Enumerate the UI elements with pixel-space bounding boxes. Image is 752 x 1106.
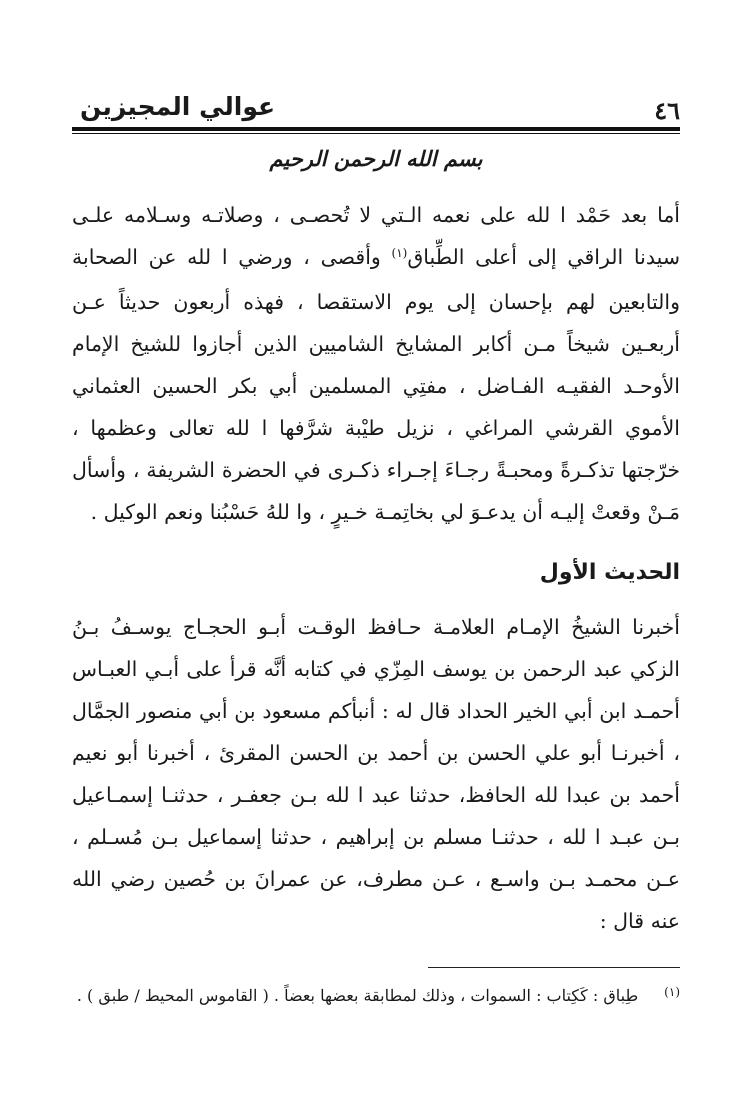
intro-text-after-note: وأقصى ، ورضي ا لله عن الصحابة والتابعين لهم بإحسان إلى يوم الاستقصا ، فهذه أربعون حديثاً عـن أربعـين شيخاً مـن أكابر المشايخ الشاميين الذين أجازوا للشيخ الإمام الأوحـد الفقيـه الفـاضل ، مفتِي المسلمين أبي بكر الحسين العثماني الأموي القرشي المراغي ، نزيل طيْبة شرَّفها ا لله تعالى وعظمها ، خرّجتها تذكـرةً ومحبـةً رجـاءَ إجـراء ذكـرى في الحضرة الشريفة ، وأسأل مَـنْ وقعتْ إليـه أن يدعـوَ لي بخاتِمـة خـيرٍ ، وا للهُ حَسْبُنا ونعم الوكيل . [72, 245, 680, 524]
hadith-paragraph [72, 606, 680, 942]
page-number: ٤٦ [654, 96, 680, 125]
basmala-calligraphy: بسم الله الرحمن الرحيم [269, 146, 483, 171]
intro-paragraph [72, 194, 680, 533]
header-rule-thin [72, 133, 680, 134]
footnote-separator [428, 967, 680, 968]
page-header [72, 92, 680, 132]
intro-text-before-note: أما بعد حَمْد ا لله على نعمه الـتي لا تُحصـى ، وصلاتـه وسـلامه علـى سيدنا الراقي إلى أعلى الطِّباق [72, 203, 680, 269]
header-rule-thick [72, 127, 680, 131]
hadith-text: أخبرنا الشيخُ الإمـام العلامـة حـافظ الوقـت أبـو الحجـاج يوسـفُ بـنُ الزكي عبد الرحمن بن يوسف المِزّي في كتابه أنَّه قرأ على أبـي العبـاس أحمـد ابن أبي الخير الحداد قال له : أنبأكم مسعود بن أبي منصور الجمَّال ، أخبرنـا أبو علي الحسن بن أحمد بن الحسن المقرئ ، أخبرنا أبو نعيم أحمد بن عبدا لله الحافظ، حدثنا عبد ا لله بـن جعفـر ، حدثنـا إسمـاعيل بـن عبـد ا لله ، حدثنـا مسلم بن إبراهيم ، حدثنا إسماعيل بـن مُسـلم ، عـن محمـد بـن واسـع ، عـن مطرف، عن عمرانَ بن حُصين رضي الله عنه قال : [72, 615, 680, 933]
footnote-text: طِباق : كَكِتاب : السموات ، وذلك لمطابقة بعضها بعضاً . ( القاموس المحيط / طبق ) . [76, 986, 639, 1005]
footnote-marker: (١) [664, 985, 680, 999]
running-title: عوالي المجيزين [80, 92, 276, 121]
section-heading: الحديث الأول [539, 560, 680, 585]
footnote-reference: (١) [391, 246, 408, 260]
footnote [72, 984, 680, 1009]
